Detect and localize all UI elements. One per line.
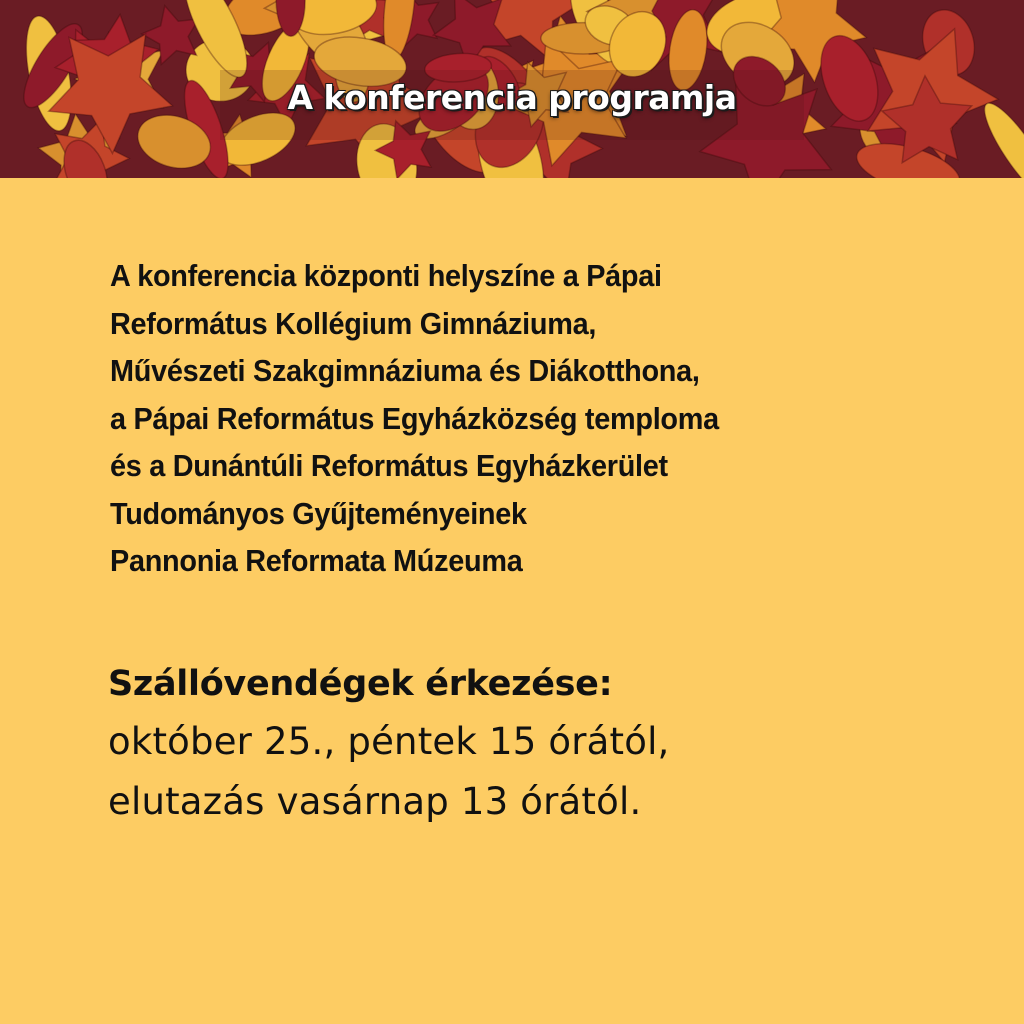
venue-line: a Pápai Református Egyházközség temploma xyxy=(110,400,719,436)
venue-line: és a Dunántúli Református Egyházkerület xyxy=(110,448,668,483)
venue-line: Pannonia Reformata Múzeuma xyxy=(110,543,523,578)
arrival-info xyxy=(108,656,988,832)
arrival-date: október 25., péntek 15 órától, xyxy=(108,720,670,763)
venue-line: Református Kollégium Gimnáziuma, xyxy=(110,305,597,341)
arrival-heading: Szállóvendégek érkezése: xyxy=(108,664,613,704)
venue-line: Tudományos Gyűjteményeinek xyxy=(110,495,527,531)
venue-description xyxy=(110,252,873,585)
page-title: A konferencia programja xyxy=(287,78,737,117)
departure-date: elutazás vasárnap 13 órától. xyxy=(108,780,642,823)
autumn-leaves-banner xyxy=(0,0,1024,178)
venue-line: A konferencia központi helyszíne a Pápai xyxy=(110,258,662,293)
venue-line: Művészeti Szakgimnáziuma és Diákotthona, xyxy=(110,353,700,388)
